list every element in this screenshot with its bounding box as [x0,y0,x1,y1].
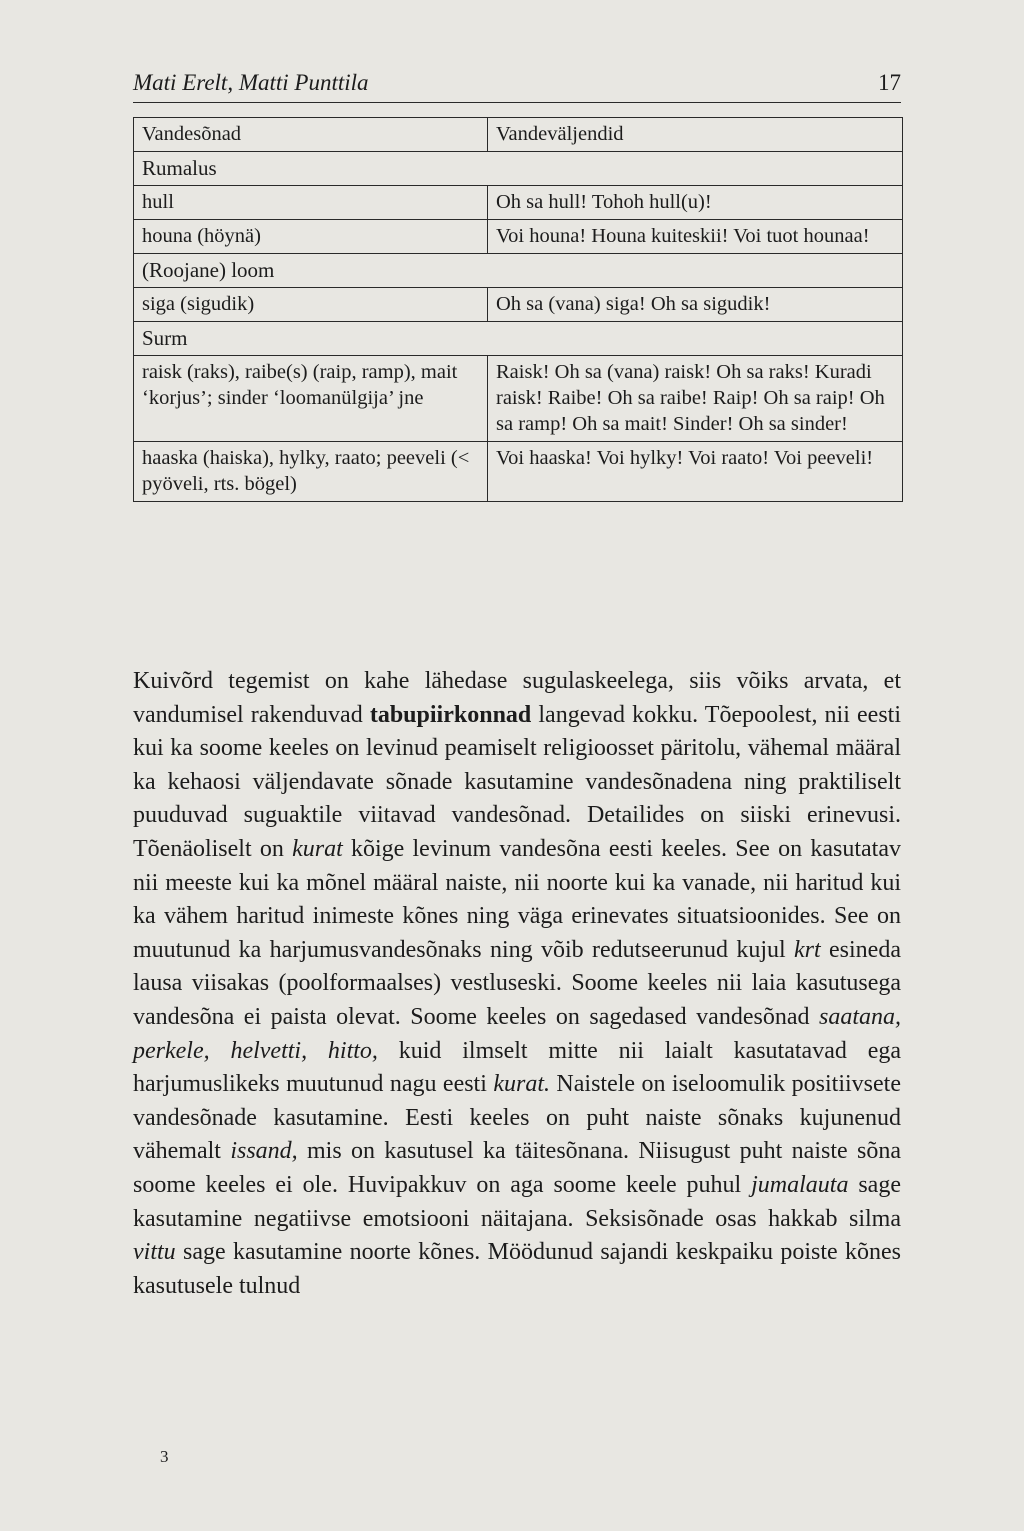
text-run: mis on kasutusel ka täitesõnana. Niisugust puht naiste sõna soome keeles ei ole. Huvipakkuv on aga soome keele puhul [133,1138,901,1198]
swear-words-table [133,117,903,502]
example-word: vittu [133,1239,176,1266]
text-run: Naistele on iseloomulik positiivsete vandesõnade kasutamine. Eesti keeles on puht naiste sõnaks kujunenud vähemalt [133,1071,901,1165]
emphasis-term: tabupiirkonnad [369,701,532,728]
body-paragraph [133,665,901,1303]
table-row [134,356,903,442]
example-word: krt [794,936,821,963]
column-header-expressions: Vandeväljendid [488,118,903,152]
expression-cell: Oh sa hull! Tohoh hull(u)! [488,186,903,220]
group-row [134,254,903,288]
expression-cell: Raisk! Oh sa (vana) raisk! Oh sa raks! Kuradi raisk! Raibe! Oh sa raibe! Raip! Oh sa raip! Oh sa ramp! Oh sa mait! Sinder! Oh sa sinder! [488,356,903,442]
text-run: sage kasutamine negatiivse emotsiooni näitajana. Seksisõnade osas hakkab silma [133,1171,901,1232]
footer-number: 3 [160,1447,169,1466]
page-header [133,68,901,103]
text-run: esineda lausa viisakas (poolformaalses) vestluseski. Soome keeles nii laia kasutusega vandesõna ei paista olevat. Soome keeles on sagedased vandesõnad [133,936,901,1030]
word-cell: hull [134,186,488,220]
page-number: 17 [878,70,901,95]
group-title: (Roojane) loom [134,254,903,288]
text-run: langevad kokku. Tõepoolest, nii eesti kui ka soome keeles on levinud peamiselt religioosset päritolu, vähemal määral ka kehaosi väljendavate sõnade kasutamine vandesõnadena ning praktiliselt puuduvad suguaktile viitavad vandesõnad. Detailides on siiski erinevusi. Tõenäoliselt on [133,701,901,862]
expression-cell: Oh sa (vana) siga! Oh sa sigudik! [488,288,903,322]
text-run: sage kasutamine noorte kõnes. Möödunud sajandi keskpaiku poiste kõnes kasutusele tulnud [133,1239,901,1299]
text-run: kõige levinum vandesõna eesti keeles. See on kasutatav nii meeste kui ka mõnel määral naiste, nii noorte kui ka vanade, nii haritud kui ka vähem haritud inimeste kõnes ning väga erinevates situatsioonides. See on muutunud ka harjumusvandesõnaks ning võib redutseerunud kujul [133,835,901,963]
example-word: kurat [292,835,343,862]
example-word: issand, [230,1138,298,1165]
table-row [134,220,903,254]
group-row [134,322,903,356]
group-row [134,152,903,186]
table-row [134,186,903,220]
table-row [134,288,903,322]
example-word: saatana, perkele, helvetti, hitto, [133,1003,901,1064]
expression-cell: Voi haaska! Voi hylky! Voi raato! Voi peeveli! [488,442,903,502]
group-title: Rumalus [134,152,903,186]
text-run: Kuivõrd tegemist on kahe lähedase sugulaskeelega, siis võiks arvata, et vandumisel rakenduvad [133,668,901,728]
word-cell: siga (sigudik) [134,288,488,322]
example-word: jumalauta [751,1171,849,1198]
table-row [134,442,903,502]
example-word: kurat. [493,1071,550,1098]
header-authors: Mati Erelt, Matti Punttila [133,70,369,95]
word-cell: raisk (raks), raibe(s) (raip, ramp), mait ‘korjus’; sinder ‘loomanülgija’ jne [134,356,488,442]
group-title: Surm [134,322,903,356]
text-run: kuid ilmselt mitte nii laialt kasutatavad ega harjumuslikeks muutunud nagu eesti [133,1037,901,1098]
word-cell: houna (höynä) [134,220,488,254]
table-header-row [134,118,903,152]
word-cell: haaska (haiska), hylky, raato; peeveli (< pyöveli, rts. bögel) [134,442,488,502]
expression-cell: Voi houna! Houna kuiteskii! Voi tuot hounaa! [488,220,903,254]
column-header-words: Vandesõnad [134,118,488,152]
